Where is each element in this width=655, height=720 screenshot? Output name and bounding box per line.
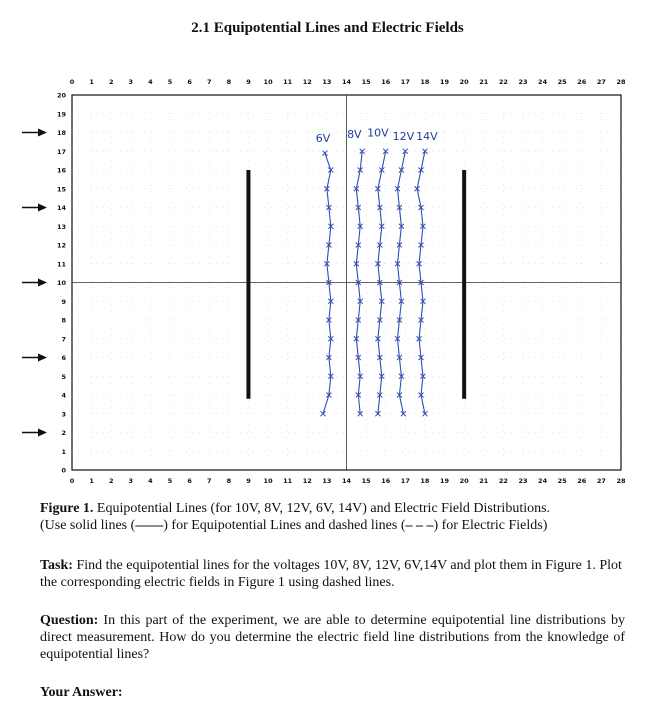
x-tick-label-bottom: 24 [538,477,548,485]
x-tick-label-top: 11 [283,78,293,86]
x-tick-label-top: 6 [187,78,192,86]
x-tick-label-bottom: 26 [577,477,587,485]
x-tick-label-bottom: 12 [302,477,312,485]
x-tick-label-top: 19 [440,78,450,86]
voltage-label: 14V [416,130,438,143]
x-tick-label-bottom: 3 [128,477,134,485]
x-tick-label-top: 4 [148,78,153,86]
x-tick-label-bottom: 17 [400,477,410,485]
x-tick-label-bottom: 11 [283,477,293,485]
y-tick-label: 13 [56,222,66,231]
page-title: 2.1 Equipotential Lines and Electric Fields [191,20,464,36]
x-tick-label-top: 0 [69,78,75,86]
y-tick-label: 17 [56,147,66,156]
x-tick-label-top: 2 [108,78,114,86]
x-tick-label-bottom: 8 [226,477,232,485]
x-tick-label-bottom: 14 [341,477,352,485]
y-tick-label: 0 [61,466,66,475]
voltage-label: 6V [315,131,331,145]
x-tick-label-top: 17 [400,78,410,86]
x-tick-label-bottom: 6 [187,477,192,485]
x-tick-label-bottom: 22 [498,477,508,485]
y-tick-label: 14 [56,204,66,212]
task-label: Task: [40,558,73,573]
row-arrow-icon [38,429,47,437]
x-tick-label-top: 28 [616,78,626,86]
x-tick-label-bottom: 18 [420,477,430,485]
caption-line1: Equipotential Lines (for 10V, 8V, 12V, 6V, 14V) and Electric Field Distributions. [93,501,551,516]
x-tick-label-bottom: 1 [89,477,94,485]
x-tick-label-bottom: 28 [616,477,626,485]
caption-line2c: ) for Electric Fields) [433,518,548,533]
x-tick-label-top: 8 [226,78,232,86]
x-tick-label-top: 10 [263,78,273,86]
x-tick-label-top: 5 [167,78,173,86]
y-tick-label: 10 [56,279,66,287]
x-tick-label-top: 27 [596,78,606,86]
x-tick-label-top: 18 [420,78,430,86]
task-paragraph [40,557,625,591]
y-tick-label: 7 [61,335,66,344]
x-tick-label-top: 16 [381,78,391,86]
x-tick-label-bottom: 9 [246,477,251,485]
voltage-label: 8V [347,128,362,142]
x-tick-label-bottom: 21 [479,477,489,485]
x-tick-label-bottom: 2 [108,477,114,485]
x-tick-label-top: 21 [479,78,489,86]
y-tick-label: 6 [61,354,66,362]
x-tick-label-top: 1 [89,78,94,86]
x-tick-label-top: 15 [361,78,371,86]
answer-label: Your Answer: [40,685,123,700]
x-tick-label-top: 14 [341,78,352,86]
x-tick-label-bottom: 13 [322,477,332,485]
figure-caption [40,500,625,534]
x-tick-label-top: 13 [322,78,332,86]
voltage-label: 12V [392,130,415,143]
y-tick-label: 5 [61,372,66,381]
x-tick-label-bottom: 27 [596,477,606,485]
y-tick-label: 4 [61,391,66,400]
x-tick-label-top: 20 [459,78,469,86]
x-tick-label-bottom: 20 [459,477,469,485]
question-text: In this part of the experiment, we are able to determine equipotential line distributions by direct measurement. How do you determine the electric field line distributions from the knowledge of equipotential lines? [40,613,625,662]
y-tick-label: 2 [61,429,66,437]
x-tick-label-bottom: 4 [148,477,153,485]
x-tick-label-bottom: 23 [518,477,528,485]
solid-line-symbol: —— [135,518,164,533]
row-arrow-icon [38,279,47,287]
question-label: Question: [40,613,99,628]
y-tick-label: 15 [56,185,66,194]
x-tick-label-bottom: 0 [69,477,75,485]
x-tick-label-top: 25 [557,78,567,86]
y-tick-label: 18 [56,129,66,137]
y-tick-label: 9 [61,297,66,306]
y-tick-label: 19 [56,110,66,119]
x-tick-label-bottom: 25 [557,477,567,485]
y-tick-label: 3 [61,410,66,419]
x-tick-label-top: 9 [246,78,251,86]
caption-line2a: (Use solid lines ( [40,518,136,533]
caption-label: Figure 1. [40,501,94,516]
caption-line2b: ) for Equipotential Lines and dashed lines ( [163,518,406,533]
x-tick-label-top: 26 [577,78,587,86]
question-paragraph [40,612,625,663]
dashed-line-symbol: – – – [405,518,434,533]
x-tick-label-top: 12 [302,78,312,86]
y-tick-label: 1 [61,447,66,456]
y-tick-label: 8 [61,316,66,325]
x-tick-label-bottom: 10 [263,477,273,485]
x-tick-label-bottom: 19 [440,477,450,485]
row-arrow-icon [38,129,47,137]
x-tick-label-top: 22 [498,78,508,86]
x-tick-label-top: 23 [518,78,528,86]
x-tick-label-top: 7 [206,78,212,86]
x-tick-label-bottom: 16 [381,477,391,485]
x-tick-label-bottom: 7 [206,477,212,485]
y-tick-label: 20 [56,91,66,100]
row-arrow-icon [38,204,47,212]
task-text: Find the equipotential lines for the voltages 10V, 8V, 12V, 6V,14V and plot them in Figure 1. Plot the corresponding electric fields in Figure 1 using dashed lines. [40,558,622,590]
y-tick-label: 16 [56,166,66,175]
x-tick-label-bottom: 15 [361,477,371,485]
x-tick-label-top: 24 [538,78,548,86]
x-tick-label-top: 3 [128,78,134,86]
x-tick-label-bottom: 5 [167,477,173,485]
voltage-label: 10V [367,126,389,140]
y-tick-label: 11 [56,260,66,269]
y-tick-label: 12 [56,241,66,250]
row-arrow-icon [38,354,47,362]
